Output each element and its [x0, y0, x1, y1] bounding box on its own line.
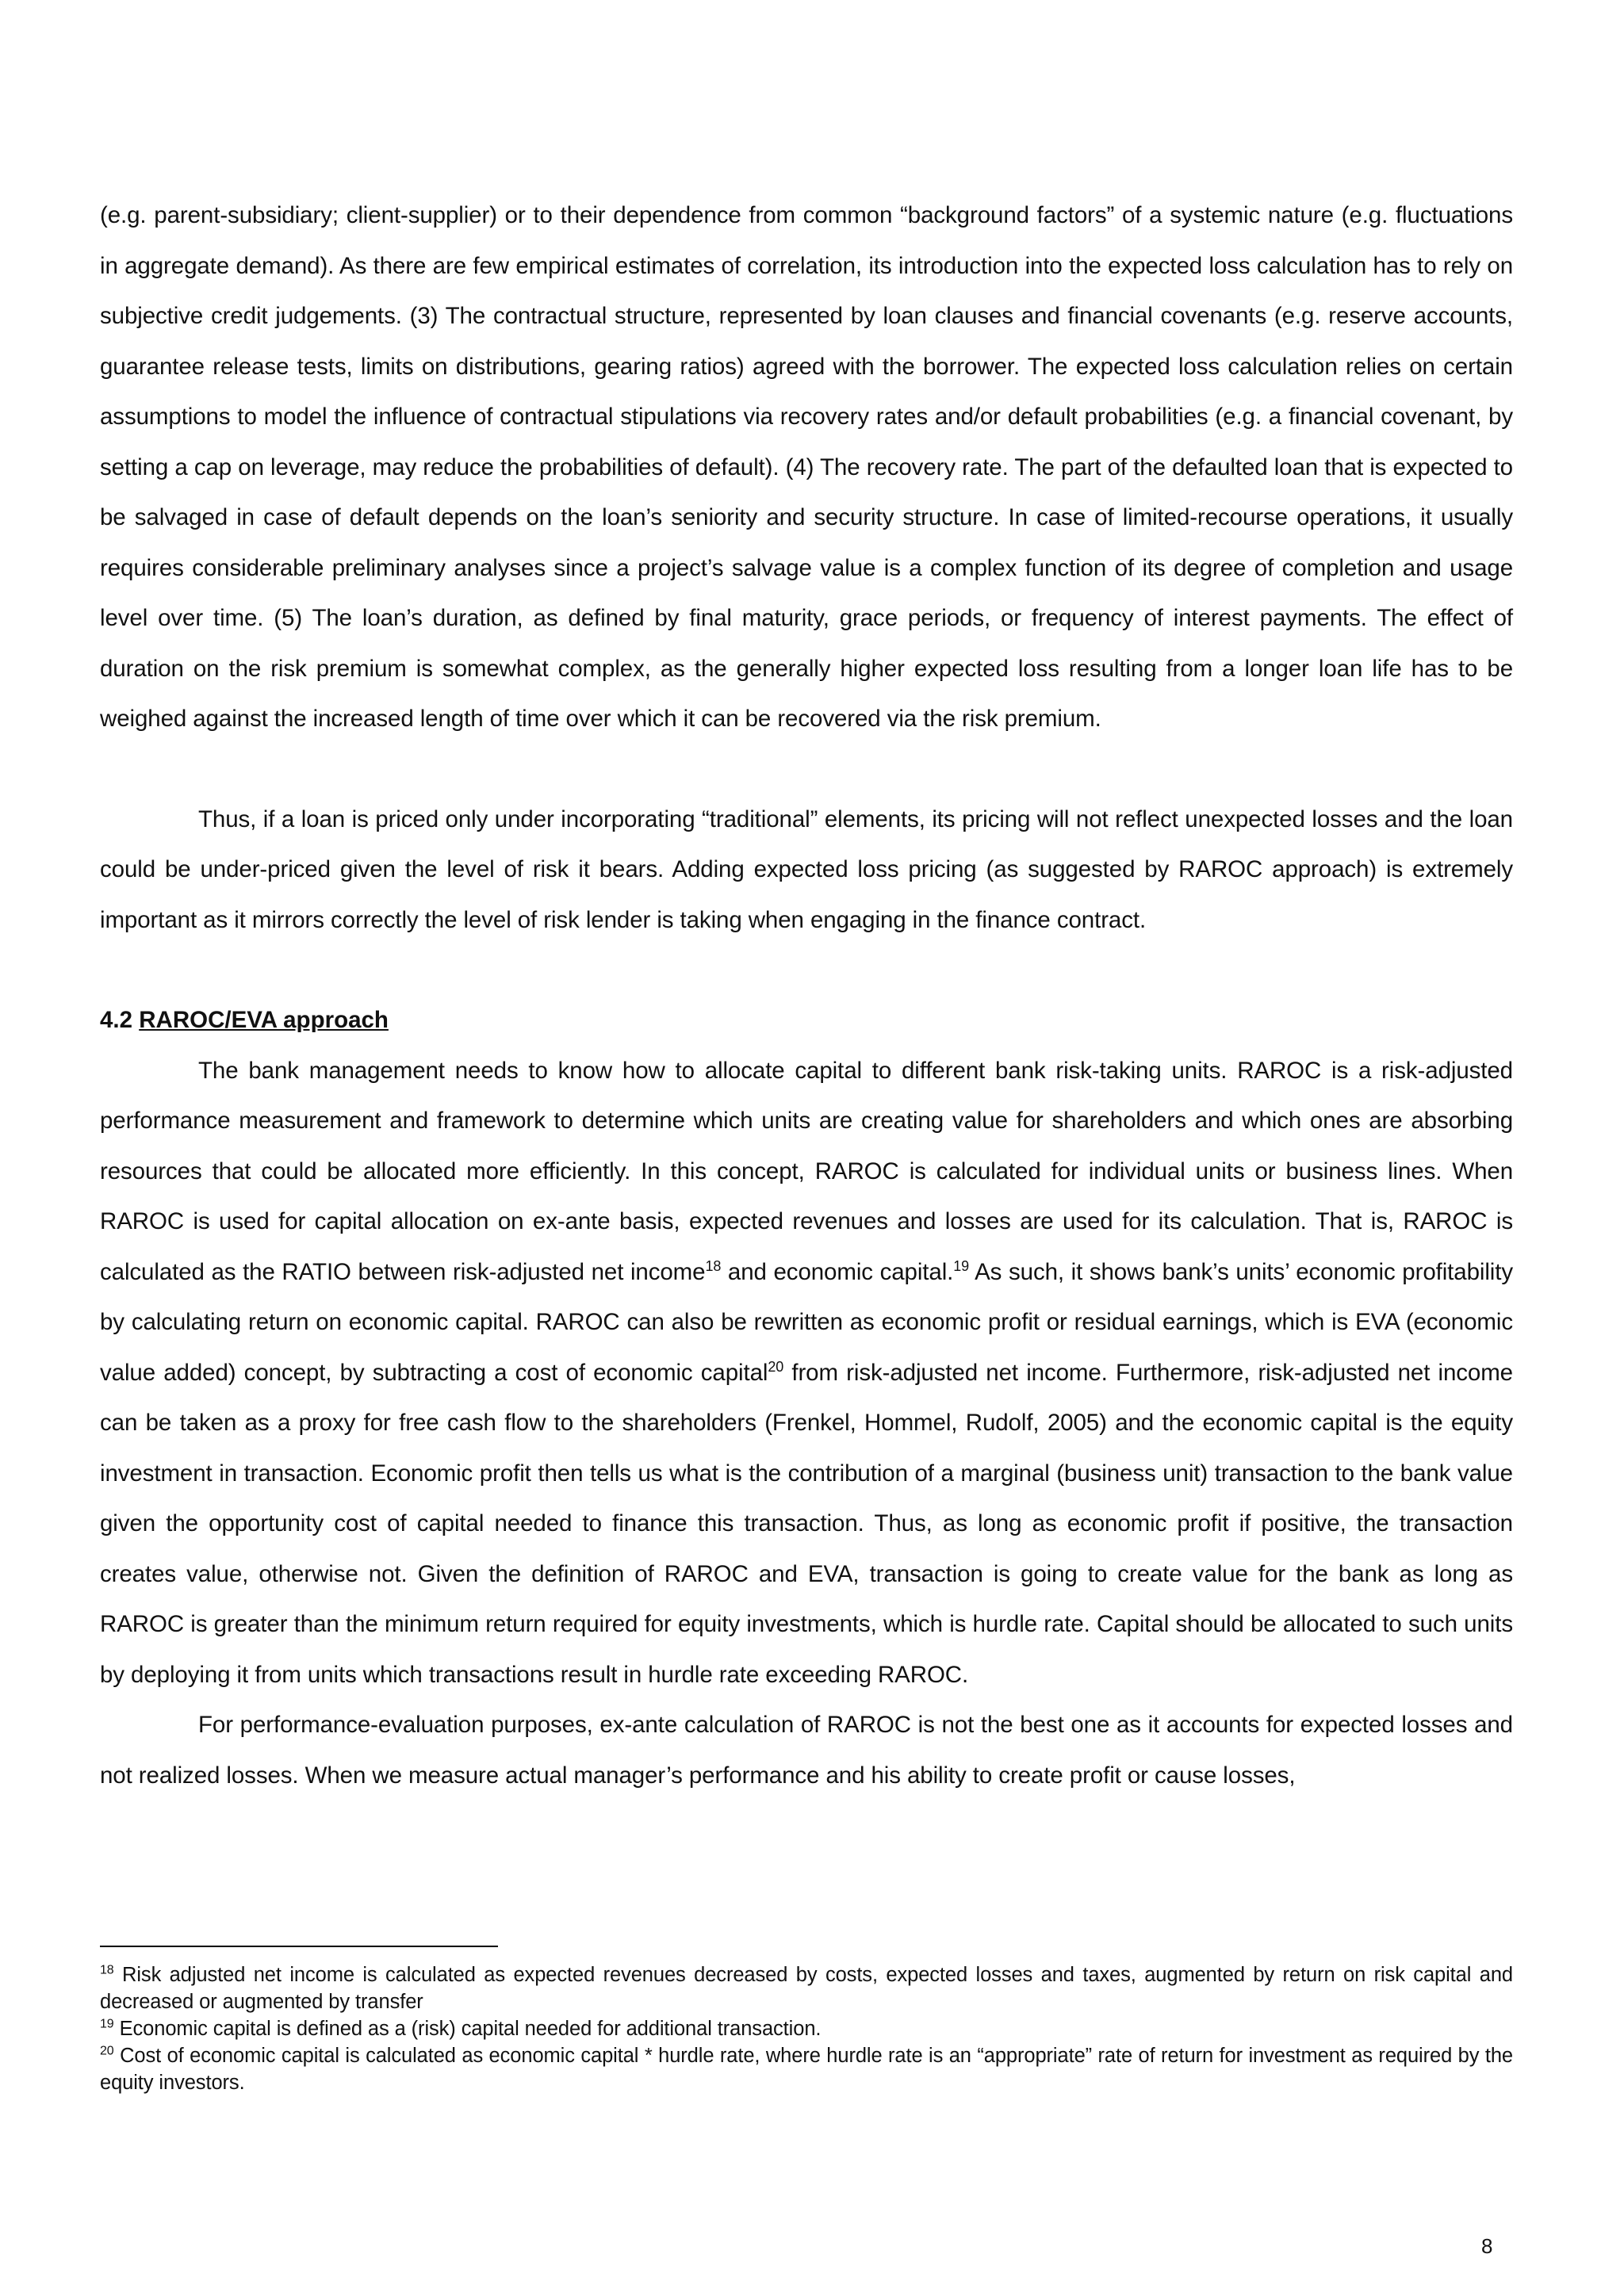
section-heading — [100, 995, 1513, 1046]
paragraph-text: from risk-adjusted net income. Furthermore, risk-adjusted net income can be taken as a proxy for free cash flow to the shareholders (Frenkel, Hommel, Rudolf, 2005) and the economic capital is the equity investment in transaction. Economic profit then tells us what is the contribution of a marginal (business unit) transaction to the bank value given the opportunity cost of capital needed to finance this transaction. Thus, as long as economic profit if positive, the transaction creates value, otherwise not. Given the definition of RAROC and EVA, transaction is going to create value for the bank as long as RAROC is greater than the minimum return required for equity investments, which is hurdle rate. Capital should be allocated to such units by deploying it from units which transactions result in hurdle rate exceeding RAROC. — [100, 1359, 1513, 1688]
section-title: RAROC/EVA approach — [139, 1007, 389, 1033]
footnote-text: Economic capital is defined as a (risk) capital needed for additional transaction. — [113, 2018, 822, 2040]
paragraph-text: and economic capital. — [721, 1258, 954, 1285]
section-number: 4.2 — [100, 1007, 133, 1033]
body-paragraph: Thus, if a loan is priced only under incorporating “traditional” elements, its pricing will not reflect unexpected losses and the loan could be under-priced given the level of risk it bears. Adding expected loss pricing (as suggested by RAROC approach) is extremely important as it mirrors correctly the level of risk lender is taking when engaging in the finance contract. — [100, 806, 1513, 933]
paragraph-text: The bank management needs to know how to allocate capital to different bank risk-taking units. RAROC is a risk-adjusted performance measurement and framework to determine which units are creating value for shareholders and which ones are absorbing resources that could be allocated more efficiently. In this concept, RAROC is calculated for individual units or business lines. When RAROC is used for capital allocation on ex-ante basis, expected revenues and losses are used for its calculation. That is, RAROC is calculated as the RATIO between risk-adjusted net income — [100, 1057, 1513, 1285]
footnote — [100, 1961, 1513, 2015]
paragraph-text: As such, it shows bank’s units’ economic profitability by calculating return on economic capital. RAROC can also be rewritten as economic profit or residual earnings, which is EVA (economic value added) concept, by subtracting a cost of economic capital — [100, 1258, 1513, 1386]
footnotes — [100, 1961, 1513, 2096]
footnote-number: 19 — [100, 2017, 114, 2031]
footnote-reference: 18 — [705, 1257, 722, 1274]
footnote — [100, 2015, 1513, 2042]
footnote-text: Risk adjusted net income is calculated as expected revenues decreased by costs, expected losses and taxes, augmented by return on risk capital and decreased or augmented by transfer — [100, 1964, 1513, 2013]
footnote — [100, 2042, 1513, 2096]
paragraph-gap — [100, 744, 1513, 794]
footnote-text: Cost of economic capital is calculated as economic capital * hurdle rate, where hurdle rate is an “appropriate” rate of return for investment as required by the equity investors. — [100, 2045, 1513, 2094]
body-paragraph — [100, 1046, 1513, 1701]
footnote-reference: 20 — [768, 1358, 784, 1375]
footnote-number: 18 — [100, 1963, 114, 1977]
page-number: 8 — [1481, 2234, 1493, 2258]
footnote-reference: 19 — [953, 1257, 970, 1274]
document-body — [100, 190, 1513, 1800]
body-paragraph: (e.g. parent-subsidiary; client-supplier) or to their dependence from common “background factors” of a systemic nature (e.g. fluctuations in aggregate demand). As there are few empirical estimates of correlation, its introduction into the expected loss calculation has to rely on subjective credit judgements. (3) The contractual structure, represented by loan clauses and financial covenants (e.g. reserve accounts, guarantee release tests, limits on distributions, gearing ratios) agreed with the borrower. The expected loss calculation relies on certain assumptions to model the influence of contractual stipulations via recovery rates and/or default probabilities (e.g. a financial covenant, by setting a cap on leverage, may reduce the probabilities of default). (4) The recovery rate. The part of the defaulted loan that is expected to be salvaged in case of default depends on the loan’s seniority and security structure. In case of limited-recourse operations, it usually requires considerable preliminary analyses since a project’s salvage value is a complex function of its degree of completion and usage level over time. (5) The loan’s duration, as defined by final maturity, grace periods, or frequency of interest payments. The effect of duration on the risk premium is somewhat complex, as the generally higher expected loss resulting from a longer loan life has to be weighed against the increased length of time over which it can be recovered via the risk premium. — [100, 202, 1513, 732]
paragraph-gap — [100, 945, 1513, 995]
footnote-number: 20 — [100, 2044, 114, 2058]
body-paragraph: For performance-evaluation purposes, ex-ante calculation of RAROC is not the best one as it accounts for expected losses and not realized losses. When we measure actual manager’s performance and his ability to create profit or cause losses, — [100, 1712, 1513, 1789]
footnote-separator — [100, 1946, 498, 1947]
